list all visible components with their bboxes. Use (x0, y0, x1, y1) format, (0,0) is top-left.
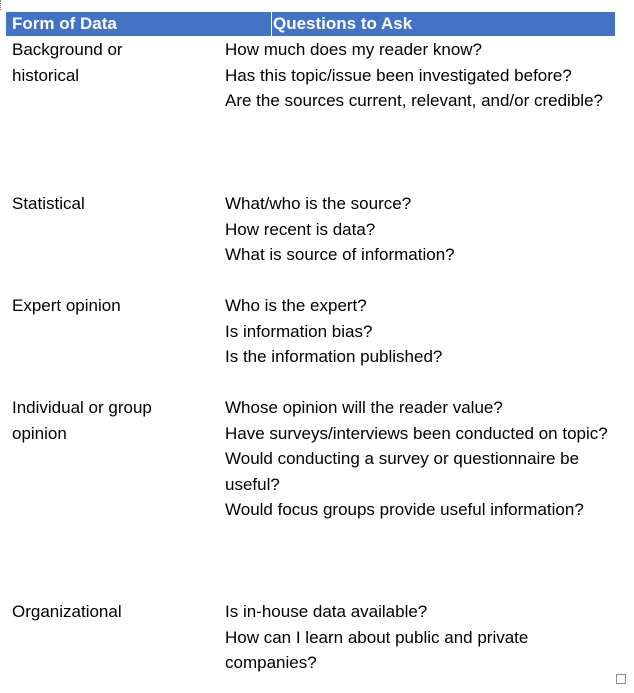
questions-cell (220, 395, 615, 599)
question-text: How much does my reader know? (225, 40, 483, 59)
question-text: Have surveys/interviews been conducted on topic? (225, 423, 608, 443)
table-row (6, 293, 615, 395)
form-cell: Expert opinion (12, 296, 121, 315)
question-text: How can I learn about public and private companies? (225, 627, 529, 673)
question-text: What/who is the source? (225, 194, 412, 213)
question-text: Whose opinion will the reader value? (225, 398, 503, 417)
question-text: Is in-house data available? (225, 602, 428, 621)
table-header-row (6, 12, 615, 36)
question-text: Are the sources current, relevant, and/or credible? (225, 91, 603, 111)
question-text: What is source of information? (225, 245, 455, 265)
table-resize-handle-icon[interactable] (616, 674, 626, 684)
form-cell: Organizational (12, 602, 122, 621)
question-text: Is information bias? (225, 321, 373, 341)
questions-cell (220, 599, 615, 679)
table-row (6, 191, 615, 293)
form-cell: Statistical (12, 194, 85, 213)
header-questions-to-ask: Questions to Ask (273, 14, 413, 33)
questions-cell (220, 37, 615, 191)
table-move-handle-icon[interactable] (0, 0, 5, 10)
questions-cell (220, 191, 615, 293)
table-row (6, 395, 615, 599)
question-text: How recent is data? (225, 219, 376, 239)
table-row (6, 599, 615, 679)
question-text: Would focus groups provide useful information? (225, 500, 584, 520)
question-text: Is the information published? (225, 347, 443, 367)
form-cell: Background or historical (12, 40, 123, 85)
data-questions-table (6, 12, 615, 679)
table-row (6, 36, 615, 191)
question-text: Has this topic/issue been investigated before? (225, 65, 572, 85)
header-form-of-data: Form of Data (6, 12, 272, 36)
question-text: Who is the expert? (225, 296, 367, 315)
form-cell: Individual or group opinion (12, 398, 152, 443)
question-text: Would conducting a survey or questionnaire be useful? (225, 449, 580, 494)
questions-cell (220, 293, 615, 395)
